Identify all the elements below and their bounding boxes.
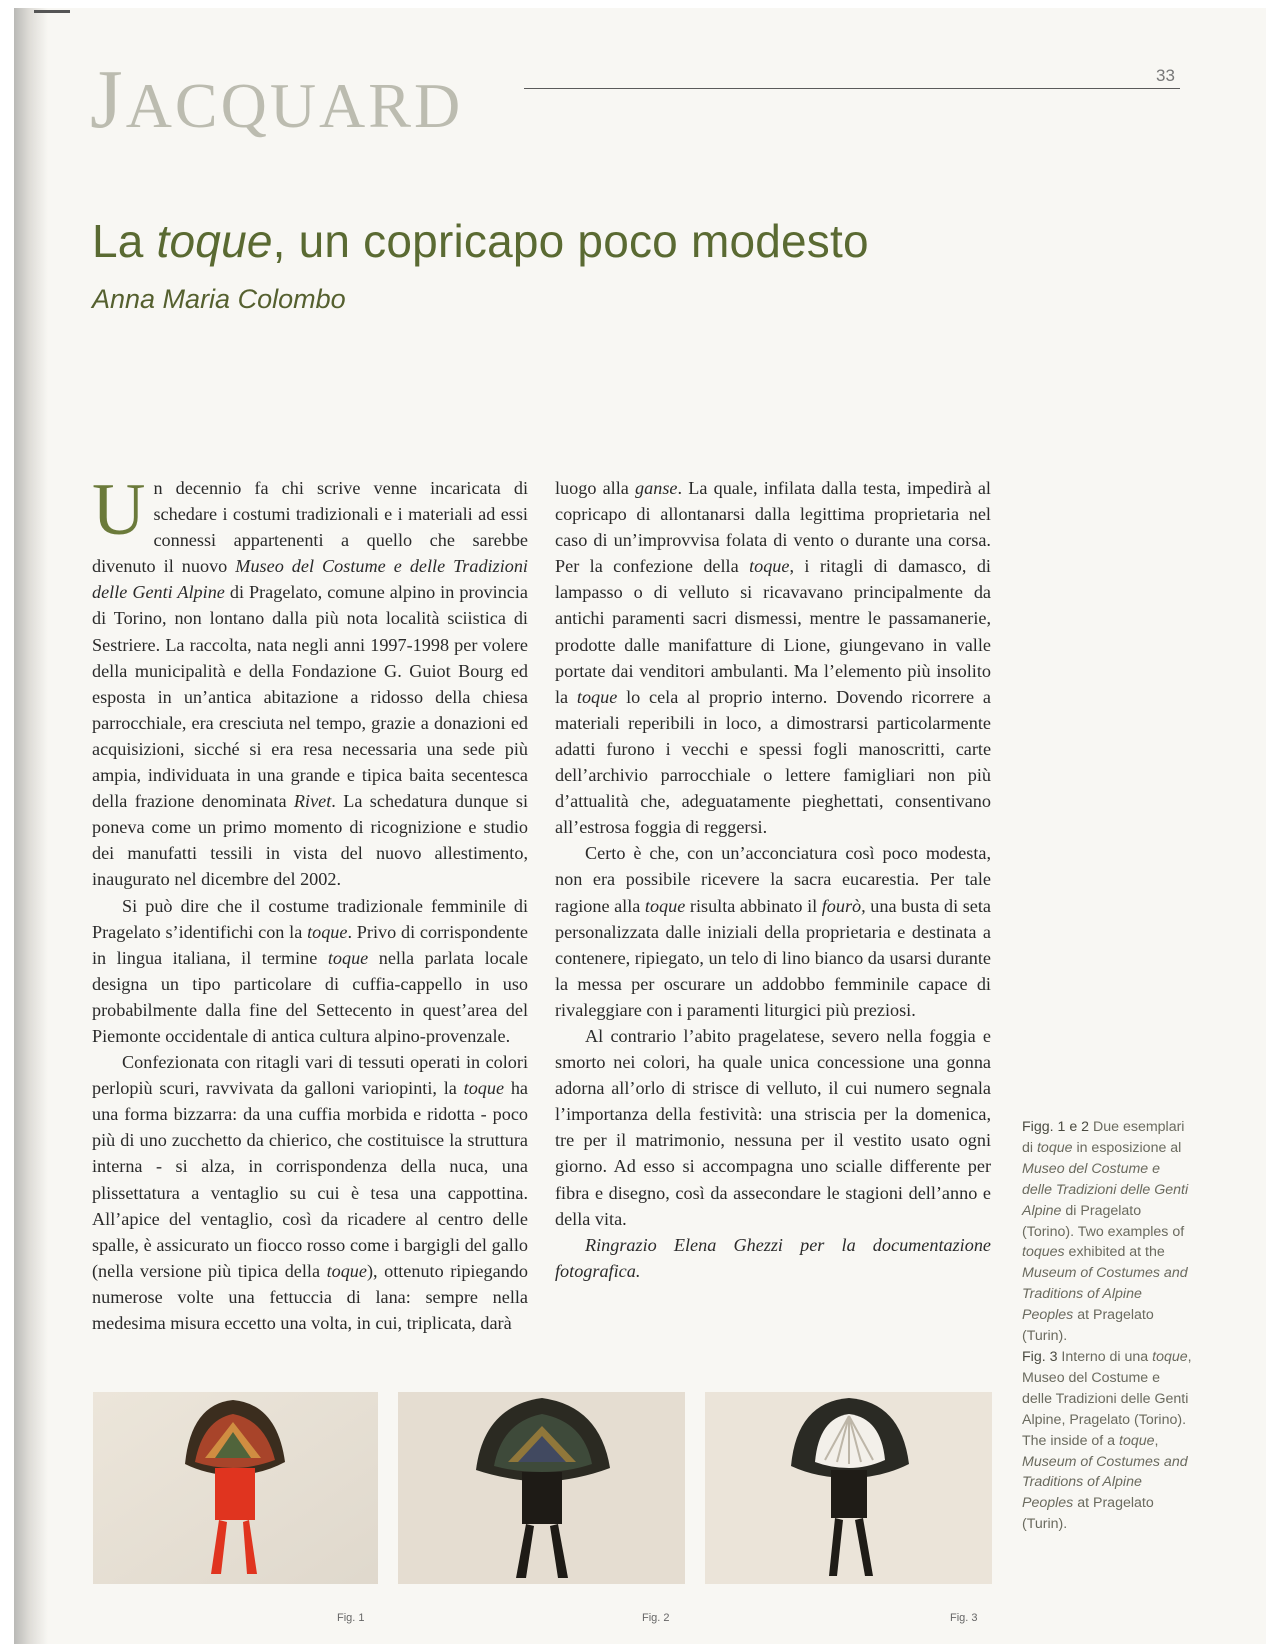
toque-dark-ribbon-image [398, 1392, 685, 1584]
article-title: La toque, un copricapo poco modesto [92, 215, 869, 267]
figure-caption: Figg. 1 e 2 Due esemplari di toque in esposizione al Museo del Costume e delle Tradizioni delle Genti Alpine di Pragelato (Torino). Two examples of toques exhibited at the Museum of Costumes and Traditions of Alpine Peoples at Pragelato (Turin). Fig. 3 Interno di una toque, Museo del Costume e delle Tradizioni delle Genti Alpine, Pragelato (Torino). The inside of a toque, Museum of Costumes and Traditions of Alpine Peoples at Pragelato (Turin). [1022, 1119, 1192, 1533]
paragraph-eucharist: Certo è che, con un’acconciatura così poco modesta, non era possibile ricevere la sacra eucarestia. Per tale ragione alla toque risulta abbinato il fourò, una busta di seta personalizzata dalle iniziali della proprietaria e destinata a contenere, ripiegato, un telo di lino bianco da usarsi durante la messa per oscurare un addobbo femminile capace di rivaleggiare con i paramenti liturgici più preziosi. [555, 843, 991, 1020]
drop-cap: U [92, 469, 146, 551]
paragraph-construction: Confezionata con ritagli vari di tessuti operati in colori perlopiù scuri, ravvivata da galloni variopinti, la toque ha una forma bizzarra: da una cuffia morbida e ridotta - poco più di uno zucchetto da chierico, che costituisce la struttura interna - si alza, in corrispondenza della nuca, una plissettatura a ventaglio su cui è tesa una cappottina. All’apice del ventaglio, così da ricadere al centro delle spalle, è assicurato un fiocco rosso come i bargigli del gallo (nella versione più tipica della toque), ottenuto ripiegando numerose volte una fettuccia di lana: sempre nella medesima misura eccetto una volta, in cui, triplicata, darà [92, 1052, 528, 1333]
figure-1-label: Fig. 1 [337, 1612, 365, 1624]
figure-3-label: Fig. 3 [950, 1612, 978, 1624]
body-column-right [555, 475, 991, 1284]
figure-3-photo [705, 1392, 992, 1584]
paragraph-construction-continued: luogo alla ganse. La quale, infilata dalla testa, impedirà al copricapo di allontanarsi dalla legittima proprietaria nel caso di un’improvvisa folata di vento o durante una corsa. Per la confezione della toque, i ritagli di damasco, di lampasso o di velluto si ricavavano principalmente da antichi paramenti sacri dismessi, mentre le passamanerie, prodotte dalle manifatture di Lione, giungevano in valle portate dai venditori ambulanti. Ma l’elemento più insolito la toque lo cela al proprio interno. Dovendo ricorrere a materiali reperibili in loco, a dimostrarsi particolarmente adatti furono i vecchi e spessi fogli manoscritti, carte dell’archivio parrocchiale o lettere famigliari non più d’attualità che, adeguatamente pieghettati, consentivano all’estrosa foggia di reggersi. [555, 478, 992, 838]
scan-edge-mark [34, 10, 70, 13]
book-gutter-shadow [14, 8, 48, 1644]
figure-1-photo [93, 1392, 378, 1584]
paragraph-dress: Al contrario l’abito pragelatese, severo nella foggia e smorto nei colori, ha quale unica concessione una gonna adorna all’orlo di strisce di velluto, il cui numero segnala l’importanza della festività: una striscia per la domenica, tre per il matrimonio, nessuna per il vestito usato ogni giorno. Ad esso si accompagna uno scialle differente per fibra e disegno, così da assecondare le stagioni dell’anno e della vita. [555, 1025, 991, 1229]
toque-interior-image [705, 1392, 992, 1584]
acknowledgement: Ringrazio Elena Ghezzi per la documentazione fotografica. [555, 1234, 991, 1281]
article-author: Anna Maria Colombo [92, 284, 346, 314]
page-number: 33 [1156, 66, 1175, 85]
paragraph-costume: Si può dire che il costume tradizionale femminile di Pragelato s’identifichi con la toque. Privo di corrispondente in lingua italiana, il termine toque nella parlata locale designa un tipo particolare di cuffia-cappello in uso probabilmente dalla fine del Settecento in quest’area del Piemonte occidentale di antica cultura alpino-provenzale. [92, 895, 528, 1046]
header-rule [524, 88, 1180, 89]
figure-2-label: Fig. 2 [642, 1612, 670, 1624]
toque-red-ribbon-image [93, 1392, 378, 1584]
figure-2-photo [398, 1392, 685, 1584]
section-masthead: JACQUARD [90, 53, 464, 146]
body-column-left [92, 469, 528, 1336]
paragraph-intro: Un decennio fa chi scrive venne incaricata di schedare i costumi tradizionali e i materiali ad essi connessi appartenenti a quello che sarebbe divenuto il nuovo Museo del Costume e delle Tradizioni delle Genti Alpine di Pragelato, comune alpino in provincia di Torino, non lontano dalla più nota località sciistica di Sestriere. La raccolta, nata negli anni 1997-1998 per volere della municipalità e della Fondazione G. Guiot Bourg ed esposta in un’antica abitazione a ridosso della chiesa parrocchiale, era cresciuta nel tempo, grazie a donazioni ed acquisizioni, sicché si era resa necessaria una sede più ampia, individuata in una grande e tipica baita secentesca della frazione denominata Rivet. La schedatura dunque si poneva come un primo momento di ricognizione e studio dei manufatti tessili in vista del nuovo allestimento, inaugurato nel dicembre del 2002. [92, 469, 528, 890]
